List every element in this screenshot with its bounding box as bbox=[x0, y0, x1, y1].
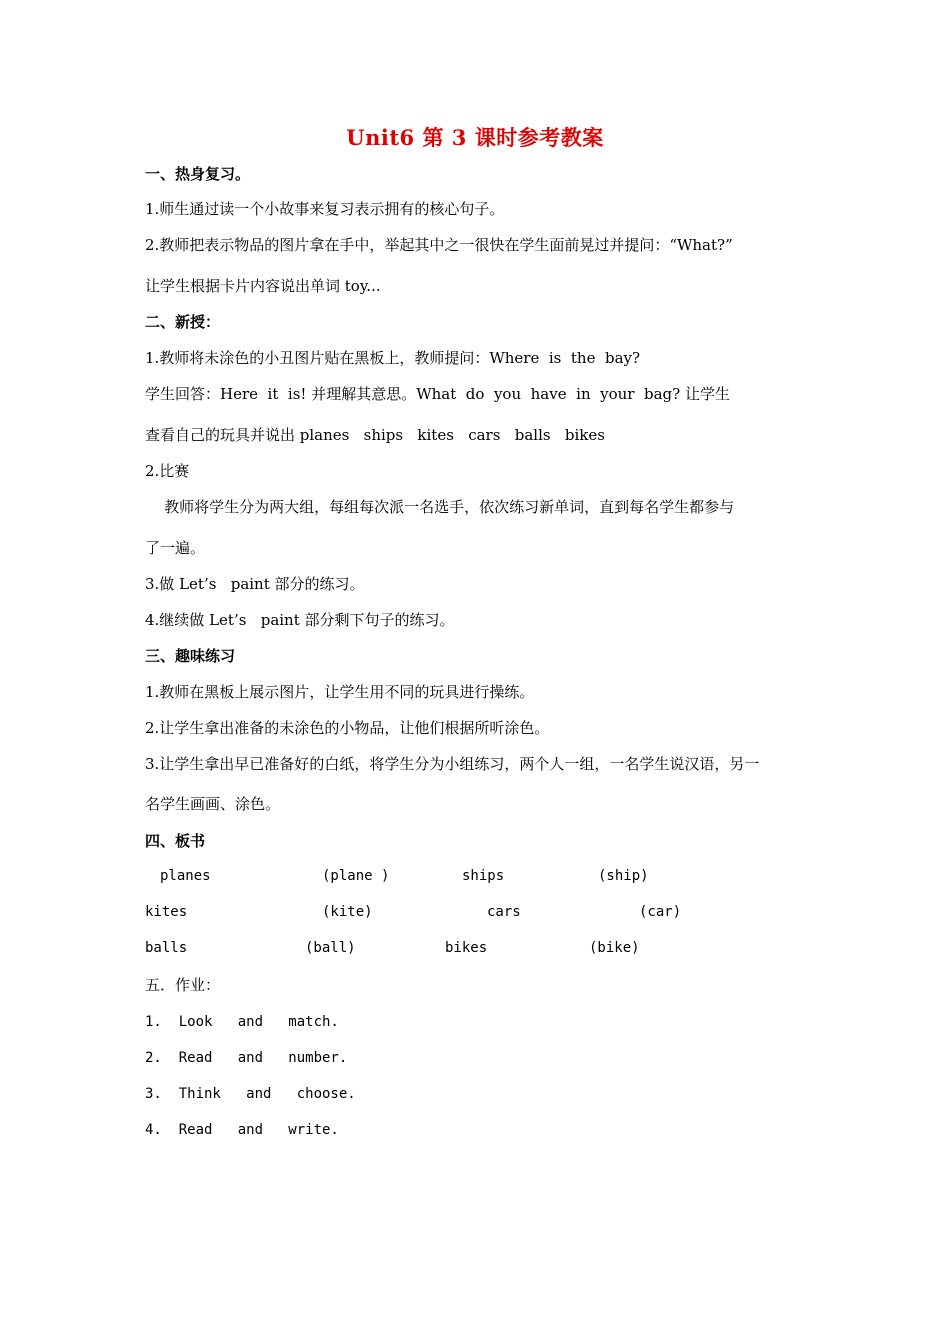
board-cell: (car) bbox=[639, 904, 682, 920]
board-cell: planes bbox=[160, 868, 211, 884]
section-heading-practice: 三、趣味练习 bbox=[145, 647, 236, 665]
new-lesson-line-6: 了一遍。 bbox=[145, 539, 206, 557]
practice-line-4: 名学生画画、涂色。 bbox=[145, 795, 281, 813]
section-heading-new-lesson: 二、新授： bbox=[145, 313, 221, 331]
board-cell: balls bbox=[145, 940, 188, 956]
board-cell: (ship) bbox=[598, 868, 649, 884]
homework-item-4: 4. Read and write. bbox=[145, 1122, 339, 1138]
homework-item-3: 3. Think and choose. bbox=[145, 1086, 356, 1102]
practice-line-1: 1.教师在黑板上展示图片，让学生用不同的玩具进行操练。 bbox=[145, 683, 535, 701]
homework-item-2: 2. Read and number. bbox=[145, 1050, 348, 1066]
section-heading-blackboard: 四、板书 bbox=[145, 832, 206, 850]
new-lesson-line-1: 1.教师将未涂色的小丑图片贴在黑板上，教师提问：Where is the bay? bbox=[145, 349, 641, 367]
board-cell: (ball) bbox=[305, 940, 356, 956]
board-cell: cars bbox=[487, 904, 521, 920]
board-cell: ships bbox=[462, 868, 505, 884]
document-title: Unit6 第 3 课时参考教案 bbox=[346, 125, 604, 150]
homework-item-1: 1. Look and match. bbox=[145, 1014, 339, 1030]
section-heading-homework: 五．作业： bbox=[145, 976, 221, 994]
board-cell: kites bbox=[145, 904, 188, 920]
board-cell: (bike) bbox=[589, 940, 640, 956]
warmup-line-2: 2.教师把表示物品的图片拿在手中，举起其中之一很快在学生面前晃过并提问：“What?” bbox=[145, 236, 733, 254]
board-cell: bikes bbox=[445, 940, 488, 956]
new-lesson-line-2: 学生回答：Here it is! 并理解其意思。What do you have in your bag? 让学生 bbox=[145, 385, 730, 403]
warmup-line-1: 1.师生通过读一个小故事来复习表示拥有的核心句子。 bbox=[145, 200, 505, 218]
new-lesson-line-5: 教师将学生分为两大组，每组每次派一名选手，依次练习新单词，直到每名学生都参与 bbox=[145, 498, 735, 516]
new-lesson-line-8: 4.继续做 Let’s paint 部分剩下句子的练习。 bbox=[145, 611, 455, 629]
new-lesson-line-4: 2.比赛 bbox=[145, 462, 190, 480]
practice-line-2: 2.让学生拿出准备的未涂色的小物品，让他们根据所听涂色。 bbox=[145, 719, 550, 737]
section-heading-warmup: 一、热身复习。 bbox=[145, 165, 251, 183]
warmup-line-3: 让学生根据卡片内容说出单词 toy... bbox=[145, 277, 381, 295]
new-lesson-line-3: 查看自己的玩具并说出 planes ships kites cars balls bikes bbox=[145, 426, 605, 444]
new-lesson-line-7: 3.做 Let’s paint 部分的练习。 bbox=[145, 575, 365, 593]
board-cell: (kite) bbox=[322, 904, 373, 920]
board-cell: (plane ) bbox=[322, 868, 390, 884]
practice-line-3: 3.让学生拿出早已准备好的白纸，将学生分为小组练习，两个人一组，一名学生说汉语，另一 bbox=[145, 755, 760, 773]
